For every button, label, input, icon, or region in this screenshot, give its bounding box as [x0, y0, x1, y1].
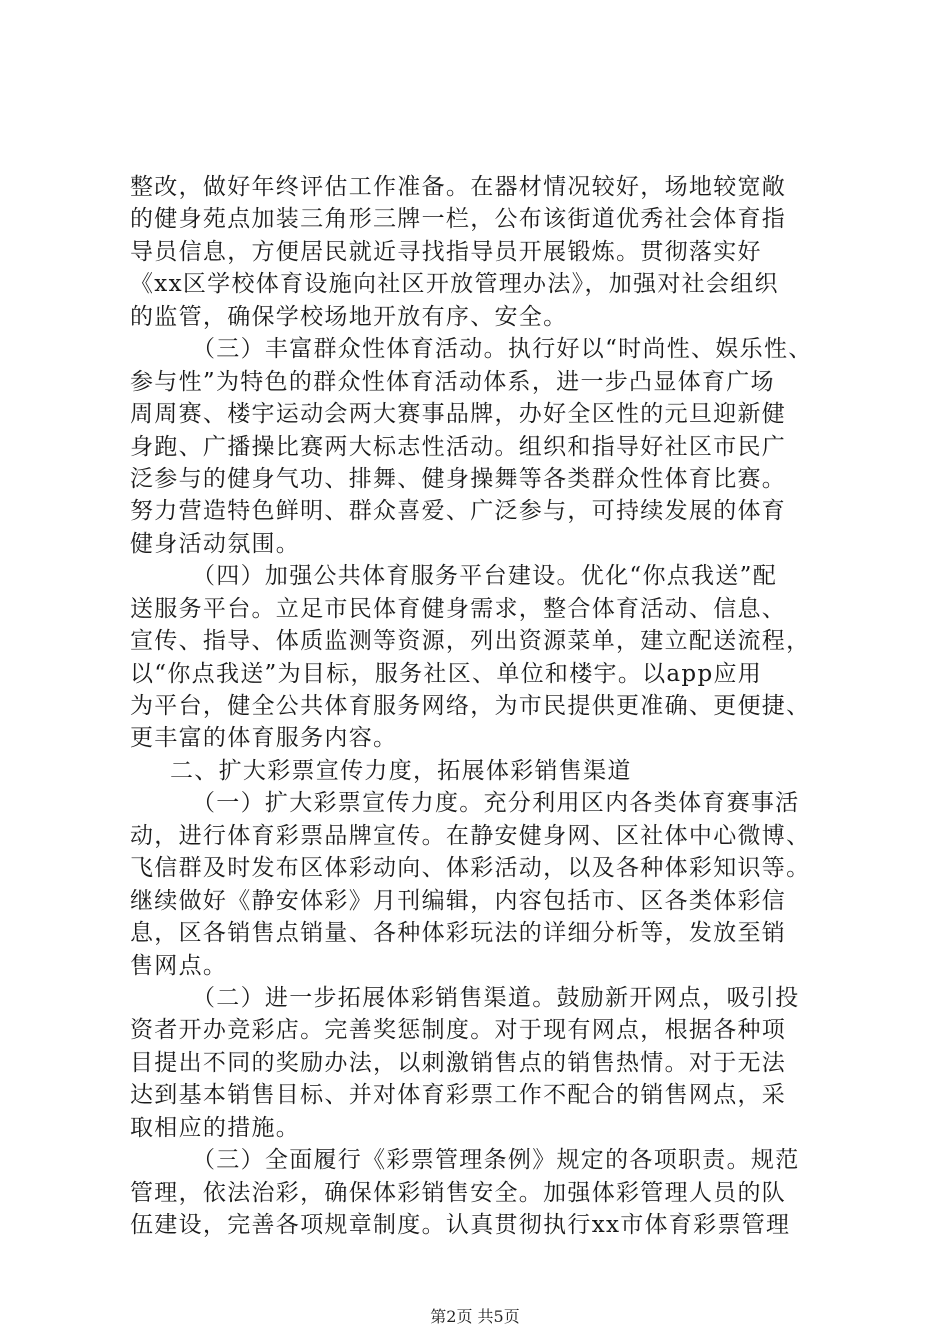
text-line: 售网点。	[130, 952, 228, 979]
text-line: 伍建设，完善各项规章制度。认真贯彻执行xx市体育彩票管理	[130, 1212, 791, 1238]
text-line: 息，区各销售点销量、各种体彩玩法的详细分析等，发放至销	[130, 920, 787, 947]
text-line: 周周赛、楼宇运动会两大赛事品牌，办好全区性的元旦迎新健	[130, 401, 787, 428]
paragraph-start-line: （一）扩大彩票宣传力度。充分利用区内各类体育赛事活	[192, 790, 800, 817]
text-line: 送服务平台。立足市民体育健身需求，整合体育活动、信息、	[130, 595, 787, 622]
text-line: 飞信群及时发布区体彩动向、体彩活动，以及各种体彩知识等。	[130, 855, 811, 882]
text-line: 资者开办竞彩店。完善奖惩制度。对于现有网点，根据各种项	[130, 1017, 787, 1044]
text-line: 健身活动氛围。	[130, 530, 301, 557]
text-line: 更丰富的体育服务内容。	[130, 725, 398, 752]
text-line: 《xx区学校体育设施向社区开放管理办法》，加强对社会组织	[130, 271, 779, 298]
text-line: 管理，依法治彩，确保体彩销售安全。加强体彩管理人员的队	[130, 1179, 787, 1206]
text-line: 动，进行体育彩票品牌宣传。在静安健身网、区社体中心微博、	[130, 822, 811, 849]
text-line: 导员信息，方便居民就近寻找指导员开展锻炼。贯彻落实好	[130, 238, 762, 265]
text-line: 努力营造特色鲜明、群众喜爱、广泛参与，可持续发展的体育	[130, 498, 787, 525]
text-line: 取相应的措施。	[130, 1114, 301, 1141]
paragraph-start-line: （三）丰富群众性体育活动。执行好以“时尚性、娱乐性、	[192, 336, 813, 363]
paragraph-start-line: （四）加强公共体育服务平台建设。优化“你点我送”配	[192, 563, 778, 590]
text-line: 继续做好《静安体彩》月刊编辑，内容包括市、区各类体彩信	[130, 887, 787, 914]
section-heading: 二、扩大彩票宣传力度，拓展体彩销售渠道	[170, 757, 632, 784]
document-body	[130, 171, 830, 1241]
text-line: 宣传、指导、体质监测等资源，列出资源菜单，建立配送流程，	[130, 628, 811, 655]
text-line: 为平台，健全公共体育服务网络，为市民提供更准确、更便捷、	[130, 693, 811, 719]
text-line: 以“你点我送”为目标，服务社区、单位和楼宇。以app应用	[130, 660, 763, 687]
paragraph-start-line: （二）进一步拓展体彩销售渠道。鼓励新开网点，吸引投	[192, 984, 800, 1011]
text-line: 身跑、广播操比赛两大标志性活动。组织和指导好社区市民广	[130, 433, 787, 460]
text-line: 整改，做好年终评估工作准备。在器材情况较好，场地较宽敞	[130, 174, 787, 200]
text-line: 参与性”为特色的群众性体育活动体系，进一步凸显体育广场	[130, 368, 775, 395]
text-line: 的健身苑点加装三角形三牌一栏，公布该街道优秀社会体育指	[130, 206, 787, 233]
text-line: 的监管，确保学校场地开放有序、安全。	[130, 303, 568, 330]
page-number-footer: 第2页 共5页	[430, 1307, 520, 1326]
text-line: 目提出不同的奖励办法，以刺激销售点的销售热情。对于无法	[130, 1049, 787, 1076]
paragraph-start-line: （三）全面履行《彩票管理条例》规定的各项职责。规范	[192, 1147, 800, 1174]
text-line: 达到基本销售目标、并对体育彩票工作不配合的销售网点，采	[130, 1082, 787, 1109]
text-line: 泛参与的健身气功、排舞、健身操舞等各类群众性体育比赛。	[130, 465, 787, 492]
